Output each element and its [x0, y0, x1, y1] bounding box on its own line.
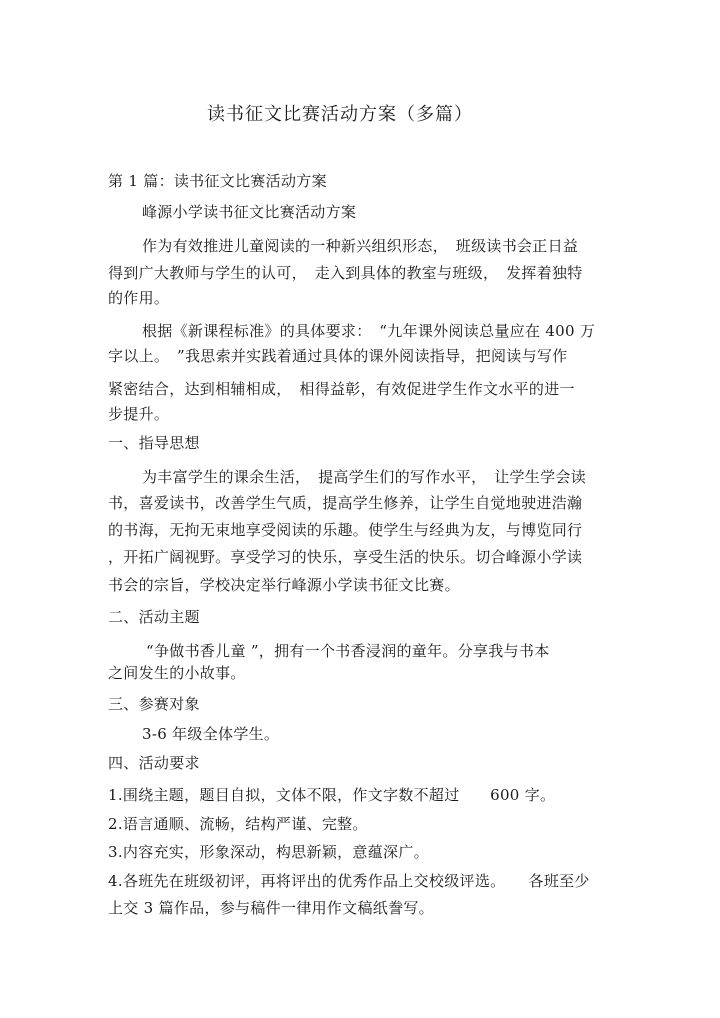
intro-p2-line: 字以上。 ”我思索并实践着通过具体的课外阅读指导，把阅读与写作	[108, 347, 568, 365]
intro-p2-line: 紧密结合，达到相辅相成， 相得益彰，有效促进学生作文水平的进一	[108, 380, 575, 398]
requirement-item: 2.语言通顺、流畅，结构严谨、完整。	[108, 815, 368, 833]
section2-line: “争做书香儿童 ”，拥有一个书香浸润的童年。分享我与书本	[146, 642, 550, 660]
section1-line: 的书海，无拘无束地享受阅读的乐趣。使学生与经典为友，与博览同行	[108, 521, 583, 539]
intro-p2-line: 步提升。	[108, 405, 170, 423]
section1-line: 为丰富学生的课余生活， 提高学生们的写作水平， 让学生学会读	[142, 468, 587, 486]
requirement-item: 1.围绕主题，题目自拟，文体不限，作文字数不超过 600 字。	[108, 786, 556, 804]
document-title: 读书征文比赛活动方案（多篇）	[207, 104, 473, 125]
section-heading-theme: 二、活动主题	[108, 608, 200, 626]
requirement-item: 3.内容充实，形象深动，构思新颖，意蕴深广。	[108, 843, 429, 861]
requirement-item: 4.各班先在班级初评，再将评出的优秀作品上交校级评选。 各班至少	[108, 872, 590, 890]
section-heading-requirements: 四、活动要求	[108, 754, 200, 772]
requirement-item: 上交 3 篇作品，参与稿件一律用作文稿纸誊写。	[108, 899, 434, 917]
section-heading-participants: 三、参赛对象	[108, 695, 200, 713]
section-heading-guiding-idea: 一、指导思想	[108, 434, 200, 452]
part-heading: 第 1 篇：读书征文比赛活动方案	[108, 172, 327, 190]
intro-p2-line: 根据《新课程标准》的具体要求： “九年课外阅读总量应在 400 万	[142, 322, 596, 340]
section2-line: 之间发生的小故事。	[108, 664, 246, 682]
section1-line: 书会的宗旨，学校决定举行峰源小学读书征文比赛。	[108, 576, 460, 594]
section1-line: ，开拓广阔视野。享受学习的快乐，享受生活的快乐。切合峰源小学读	[108, 548, 583, 566]
intro-p1-line: 得到广大教师与学生的认可， 走入到具体的教室与班级， 发挥着独特	[108, 264, 583, 282]
section3-line: 3-6 年级全体学生。	[142, 725, 280, 743]
document-subtitle: 峰源小学读书征文比赛活动方案	[142, 203, 357, 221]
intro-p1-line: 作为有效推进儿童阅读的一种新兴组织形态， 班级读书会正日益	[142, 237, 579, 255]
intro-p1-line: 的作用。	[108, 289, 170, 307]
section1-line: 书，喜爱读书，改善学生气质，提高学生修养，让学生自觉地驶进浩瀚	[108, 494, 583, 512]
